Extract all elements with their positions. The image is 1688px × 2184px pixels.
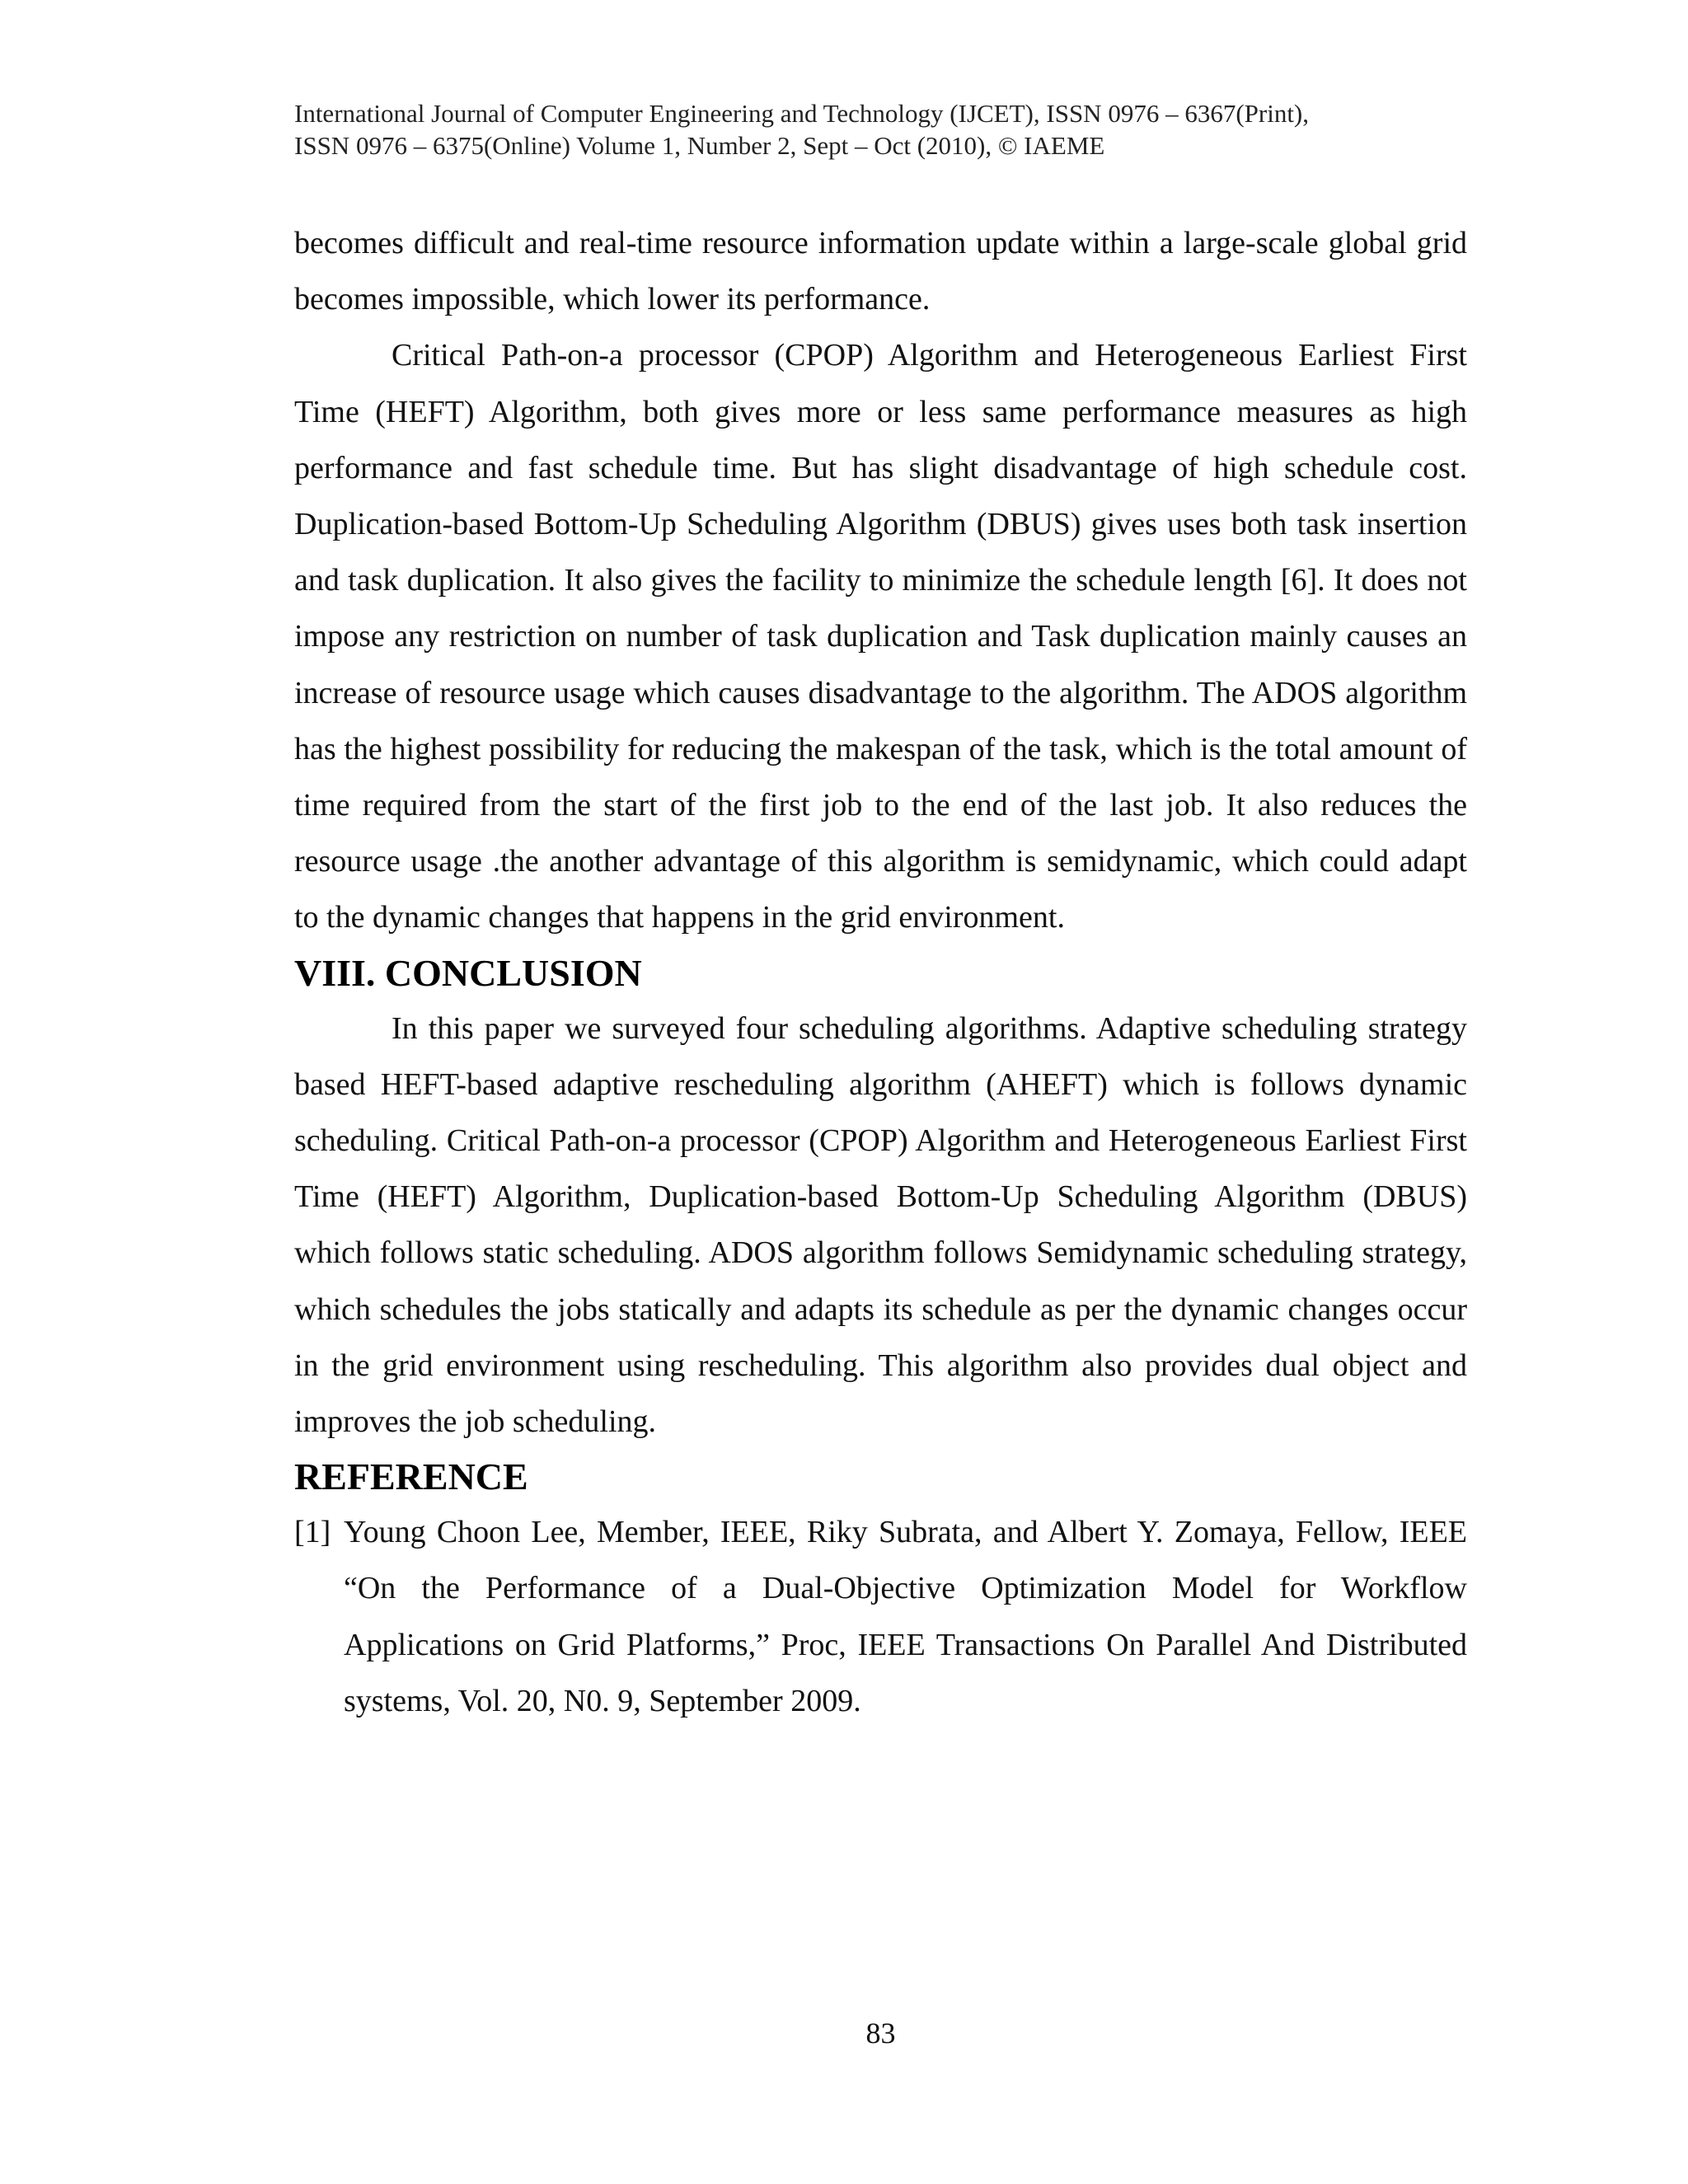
reference-heading: REFERENCE <box>294 1455 528 1498</box>
running-header-line-1: International Journal of Computer Engineering and Technology (IJCET), ISSN 0976 – 6367(Print), <box>294 99 1310 128</box>
paper-page <box>294 0 1467 2184</box>
reference-text: Young Choon Lee, Member, IEEE, Riky Subrata, and Albert Y. Zomaya, Fellow, IEEE “On the Performance of a Dual-Objective Optimization Model for Workflow Applications on Grid Platforms,” Proc, IEEE Transactions On Parallel And Distributed systems, Vol. 20, N0. 9, September 2009. <box>344 1515 1467 1718</box>
running-header-line-2: ISSN 0976 – 6375(Online) Volume 1, Number 2, Sept – Oct (2010), © IAEME <box>294 131 1105 160</box>
conclusion-heading: VIII. CONCLUSION <box>294 951 642 994</box>
paragraph-algorithm-comparison: Critical Path-on-a processor (CPOP) Algorithm and Heterogeneous Earliest First Time (HEFT) Algorithm, both gives more or less same performance measures as high performance and fast schedule time. But has slight disadvantage of high schedule cost. Duplication-based Bottom-Up Scheduling Algorithm (DBUS) gives uses both task insertion and task duplication. It also gives the facility to minimize the schedule length [6]. It does not impose any restriction on number of task duplication and Task duplication mainly causes an increase of resource usage which causes disadvantage to the algorithm. The ADOS algorithm has the highest possibility for reducing the makespan of the task, which is the total amount of time required from the start of the first job to the end of the last job. It also reduces the resource usage .the another advantage of this algorithm is semidynamic, which could adapt to the dynamic changes that happens in the grid environment. <box>294 338 1467 935</box>
paragraph-continuation: becomes difficult and real-time resource information update within a large-scale global grid becomes impossible, which lower its performance. <box>294 226 1467 317</box>
body-text <box>294 215 1467 1729</box>
page-number: 83 <box>865 2017 896 2050</box>
conclusion-paragraph: In this paper we surveyed four scheduling algorithms. Adaptive scheduling strategy based HEFT-based adaptive rescheduling algorithm (AHEFT) which is follows dynamic scheduling. Critical Path-on-a processor (CPOP) Algorithm and Heterogeneous Earliest First Time (HEFT) Algorithm, Duplication-based Bottom-Up Scheduling Algorithm (DBUS) which follows static scheduling. ADOS algorithm follows Semidynamic scheduling strategy, which schedules the jobs statically and adapts its schedule as per the dynamic changes occur in the grid environment using rescheduling. This algorithm also provides dual object and improves the job scheduling. <box>294 1010 1467 1440</box>
reference-number: [1] <box>294 1515 331 1550</box>
running-header <box>294 97 1467 162</box>
reference-item <box>294 1504 1467 1729</box>
